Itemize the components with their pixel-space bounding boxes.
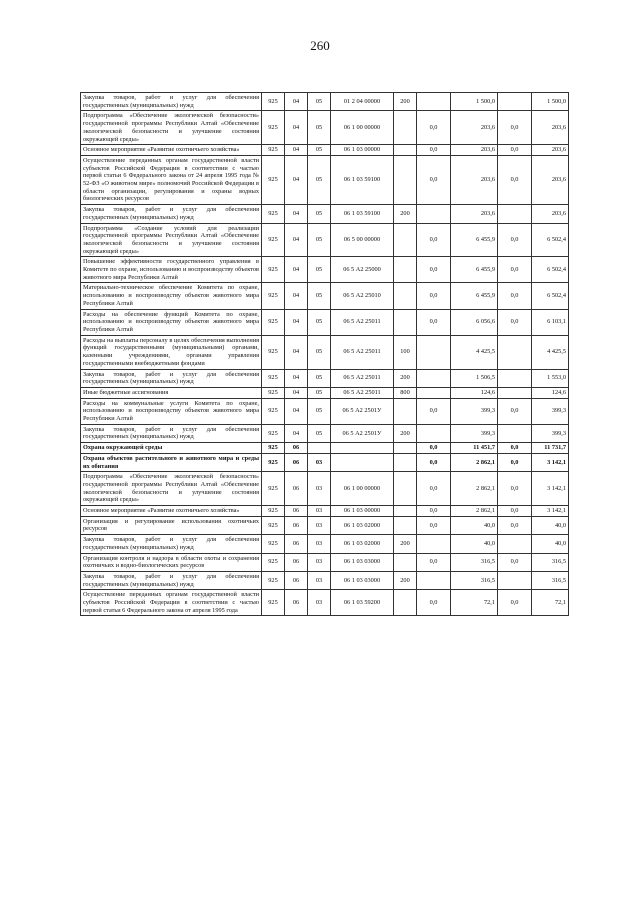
target-article-cell: 06 5 А2 25011 bbox=[331, 387, 394, 398]
admin-code-cell: 925 bbox=[262, 387, 285, 398]
expense-type-cell: 200 bbox=[394, 205, 417, 223]
amount-cell-2: 124,6 bbox=[451, 387, 498, 398]
expense-name-cell: Закупка товаров, работ и услуг для обеспечения государственных (муниципальных) нужд bbox=[81, 571, 262, 589]
expense-name-cell: Расходы на выплаты персоналу в целях обеспечения выполнения функций государственными (муниципальными) органами, казенными учреждениями, органами управления государственными внебюджетными фондами bbox=[81, 335, 262, 369]
amount-cell-3: 0,0 bbox=[498, 553, 532, 571]
expense-type-cell bbox=[394, 257, 417, 283]
section-code-cell: 04 bbox=[285, 257, 308, 283]
amount-cell-3: 0,0 bbox=[498, 398, 532, 424]
admin-code-cell: 925 bbox=[262, 369, 285, 387]
admin-code-cell: 925 bbox=[262, 398, 285, 424]
amount-cell-2: 203,6 bbox=[451, 111, 498, 145]
subsection-code-cell: 03 bbox=[308, 553, 331, 571]
amount-cell-1: 0,0 bbox=[417, 145, 451, 156]
target-article-cell: 01 2 04 00000 bbox=[331, 93, 394, 111]
admin-code-cell: 925 bbox=[262, 111, 285, 145]
target-article-cell: 06 5 А2 2501У bbox=[331, 398, 394, 424]
amount-cell-2: 2 862,1 bbox=[451, 453, 498, 471]
admin-code-cell: 925 bbox=[262, 257, 285, 283]
subsection-code-cell: 05 bbox=[308, 257, 331, 283]
target-article-cell: 06 1 03 59100 bbox=[331, 155, 394, 204]
admin-code-cell: 925 bbox=[262, 205, 285, 223]
target-article-cell: 06 1 03 00000 bbox=[331, 145, 394, 156]
expense-type-cell bbox=[394, 145, 417, 156]
amount-cell-3: 0,0 bbox=[498, 257, 532, 283]
amount-cell-1: 0,0 bbox=[417, 472, 451, 506]
section-code-cell: 06 bbox=[285, 590, 308, 616]
table-row bbox=[81, 387, 569, 398]
table-row bbox=[81, 516, 569, 534]
amount-cell-2: 203,6 bbox=[451, 205, 498, 223]
target-article-cell: 06 1 03 02000 bbox=[331, 516, 394, 534]
section-code-cell: 04 bbox=[285, 309, 308, 335]
expense-name-cell: Осуществление переданных органам государственной власти субъектов Российской Федерации в соответствии с частью первой статьи 6 Федерального закона от апреля 1995 года bbox=[81, 590, 262, 616]
section-code-cell: 04 bbox=[285, 155, 308, 204]
table-row bbox=[81, 453, 569, 471]
section-code-cell: 06 bbox=[285, 453, 308, 471]
target-article-cell: 06 1 03 03000 bbox=[331, 553, 394, 571]
subsection-code-cell bbox=[308, 443, 331, 454]
target-article-cell: 06 5 А2 25011 bbox=[331, 335, 394, 369]
expense-name-cell: Подпрограмма «Обеспечение экологической безопасности» государственной программы Республики Алтай «Обеспечение экологической безопасности и улучшение состояния окружающей среды» bbox=[81, 472, 262, 506]
expense-type-cell bbox=[394, 398, 417, 424]
amount-cell-2: 2 862,1 bbox=[451, 472, 498, 506]
expense-name-cell: Основное мероприятие «Развитие охотничьего хозяйства» bbox=[81, 145, 262, 156]
amount-cell-2: 6 455,9 bbox=[451, 257, 498, 283]
amount-cell-1: 0,0 bbox=[417, 516, 451, 534]
section-code-cell: 04 bbox=[285, 424, 308, 442]
amount-cell-3 bbox=[498, 335, 532, 369]
amount-cell-1 bbox=[417, 571, 451, 589]
table-row bbox=[81, 590, 569, 616]
section-code-cell: 04 bbox=[285, 93, 308, 111]
amount-cell-2: 6 455,9 bbox=[451, 223, 498, 257]
expense-name-cell: Закупка товаров, работ и услуг для обеспечения государственных (муниципальных) нужд bbox=[81, 369, 262, 387]
amount-cell-3 bbox=[498, 535, 532, 553]
expense-name-cell: Подпрограмма «Создание условий для реализации государственной программы Республики Алтай «Обеспечение экологической безопасности и улучшение состояния окружающей среды» bbox=[81, 223, 262, 257]
target-article-cell: 06 1 03 03000 bbox=[331, 571, 394, 589]
amount-cell-4: 316,5 bbox=[532, 571, 569, 589]
table-row bbox=[81, 205, 569, 223]
expense-type-cell bbox=[394, 453, 417, 471]
subsection-code-cell: 03 bbox=[308, 590, 331, 616]
table-row bbox=[81, 553, 569, 571]
expense-name-cell: Осуществление переданных органам государственной власти субъектов Российской Федерации в соответствии с частью первой статьи 6 Федерального закона от 24 апреля 1995 года № 52-ФЗ «О животном мире» полномочий Российской Федерации в области организации, регулирования и охраны водных биологических ресурсов bbox=[81, 155, 262, 204]
expense-type-cell bbox=[394, 443, 417, 454]
expense-type-cell: 800 bbox=[394, 387, 417, 398]
amount-cell-1: 0,0 bbox=[417, 398, 451, 424]
amount-cell-1: 0,0 bbox=[417, 309, 451, 335]
amount-cell-4: 203,6 bbox=[532, 111, 569, 145]
amount-cell-3 bbox=[498, 571, 532, 589]
amount-cell-1: 0,0 bbox=[417, 553, 451, 571]
table-row bbox=[81, 369, 569, 387]
amount-cell-3: 0,0 bbox=[498, 111, 532, 145]
expense-type-cell: 200 bbox=[394, 571, 417, 589]
amount-cell-4: 6 502,4 bbox=[532, 257, 569, 283]
amount-cell-2: 40,0 bbox=[451, 535, 498, 553]
amount-cell-4: 203,6 bbox=[532, 155, 569, 204]
amount-cell-3 bbox=[498, 369, 532, 387]
amount-cell-2: 203,6 bbox=[451, 145, 498, 156]
target-article-cell bbox=[331, 443, 394, 454]
amount-cell-2: 203,6 bbox=[451, 155, 498, 204]
table-row bbox=[81, 111, 569, 145]
target-article-cell: 06 1 03 59200 bbox=[331, 590, 394, 616]
amount-cell-4: 6 502,4 bbox=[532, 283, 569, 309]
amount-cell-4: 203,6 bbox=[532, 205, 569, 223]
subsection-code-cell: 03 bbox=[308, 506, 331, 517]
amount-cell-2: 316,5 bbox=[451, 553, 498, 571]
page-number: 260 bbox=[310, 38, 330, 53]
subsection-code-cell: 03 bbox=[308, 535, 331, 553]
table-row bbox=[81, 424, 569, 442]
expense-name-cell: Охрана окружающей среды bbox=[81, 443, 262, 454]
admin-code-cell: 925 bbox=[262, 155, 285, 204]
section-code-cell: 06 bbox=[285, 516, 308, 534]
amount-cell-4: 40,0 bbox=[532, 535, 569, 553]
expense-type-cell bbox=[394, 309, 417, 335]
amount-cell-2: 1 500,0 bbox=[451, 93, 498, 111]
admin-code-cell: 925 bbox=[262, 424, 285, 442]
admin-code-cell: 925 bbox=[262, 443, 285, 454]
budget-table-body bbox=[81, 93, 569, 616]
expense-name-cell: Повышение эффективности государственного управления в Комитете по охране, использованию и воспроизводству объектов животного мира Республики Алтай bbox=[81, 257, 262, 283]
amount-cell-4: 72,1 bbox=[532, 590, 569, 616]
amount-cell-3: 0,0 bbox=[498, 155, 532, 204]
section-code-cell: 06 bbox=[285, 553, 308, 571]
amount-cell-2: 399,3 bbox=[451, 424, 498, 442]
expense-type-cell bbox=[394, 472, 417, 506]
amount-cell-4: 4 425,5 bbox=[532, 335, 569, 369]
expense-name-cell: Материально-техническое обеспечение Комитета по охране, использованию и воспроизводству объектов животного мира Республики Алтай bbox=[81, 283, 262, 309]
subsection-code-cell: 05 bbox=[308, 424, 331, 442]
target-article-cell: 06 5 А2 25000 bbox=[331, 257, 394, 283]
admin-code-cell: 925 bbox=[262, 335, 285, 369]
amount-cell-1: 0,0 bbox=[417, 223, 451, 257]
expense-type-cell: 200 bbox=[394, 424, 417, 442]
amount-cell-1: 0,0 bbox=[417, 443, 451, 454]
expense-type-cell bbox=[394, 506, 417, 517]
amount-cell-4: 6 502,4 bbox=[532, 223, 569, 257]
expense-name-cell: Расходы на коммунальные услуги Комитета по охране, использованию и воспроизводству объектов животного мира Республики Алтай bbox=[81, 398, 262, 424]
table-row bbox=[81, 283, 569, 309]
expense-type-cell bbox=[394, 111, 417, 145]
section-code-cell: 06 bbox=[285, 535, 308, 553]
amount-cell-2: 316,5 bbox=[451, 571, 498, 589]
table-row bbox=[81, 223, 569, 257]
amount-cell-4: 11 731,7 bbox=[532, 443, 569, 454]
table-row bbox=[81, 93, 569, 111]
section-code-cell: 04 bbox=[285, 387, 308, 398]
amount-cell-3 bbox=[498, 93, 532, 111]
target-article-cell: 06 1 00 00000 bbox=[331, 111, 394, 145]
amount-cell-3: 0,0 bbox=[498, 443, 532, 454]
subsection-code-cell: 05 bbox=[308, 335, 331, 369]
amount-cell-3: 0,0 bbox=[498, 223, 532, 257]
subsection-code-cell: 05 bbox=[308, 111, 331, 145]
amount-cell-2: 2 862,1 bbox=[451, 506, 498, 517]
target-article-cell: 06 5 00 00000 bbox=[331, 223, 394, 257]
amount-cell-1 bbox=[417, 424, 451, 442]
amount-cell-4: 1 500,0 bbox=[532, 93, 569, 111]
expense-type-cell bbox=[394, 590, 417, 616]
target-article-cell: 06 1 03 02000 bbox=[331, 535, 394, 553]
admin-code-cell: 925 bbox=[262, 553, 285, 571]
amount-cell-1 bbox=[417, 93, 451, 111]
subsection-code-cell: 03 bbox=[308, 516, 331, 534]
budget-table bbox=[80, 92, 569, 616]
amount-cell-1: 0,0 bbox=[417, 506, 451, 517]
expense-type-cell bbox=[394, 223, 417, 257]
section-code-cell: 04 bbox=[285, 335, 308, 369]
subsection-code-cell: 05 bbox=[308, 223, 331, 257]
amount-cell-1: 0,0 bbox=[417, 453, 451, 471]
amount-cell-1: 0,0 bbox=[417, 111, 451, 145]
amount-cell-1 bbox=[417, 535, 451, 553]
table-row bbox=[81, 506, 569, 517]
amount-cell-2: 6 455,9 bbox=[451, 283, 498, 309]
subsection-code-cell: 03 bbox=[308, 453, 331, 471]
subsection-code-cell: 03 bbox=[308, 571, 331, 589]
amount-cell-3 bbox=[498, 205, 532, 223]
amount-cell-3: 0,0 bbox=[498, 590, 532, 616]
expense-name-cell: Расходы на обеспечение функций Комитета по охране, использованию и воспроизводству объектов животного мира Республики Алтай bbox=[81, 309, 262, 335]
section-code-cell: 04 bbox=[285, 205, 308, 223]
amount-cell-3: 0,0 bbox=[498, 283, 532, 309]
admin-code-cell: 925 bbox=[262, 309, 285, 335]
table-row bbox=[81, 145, 569, 156]
admin-code-cell: 925 bbox=[262, 472, 285, 506]
admin-code-cell: 925 bbox=[262, 93, 285, 111]
amount-cell-4: 1 553,0 bbox=[532, 369, 569, 387]
expense-type-cell: 200 bbox=[394, 93, 417, 111]
amount-cell-1: 0,0 bbox=[417, 283, 451, 309]
target-article-cell: 06 5 А2 25011 bbox=[331, 309, 394, 335]
admin-code-cell: 925 bbox=[262, 516, 285, 534]
target-article-cell: 06 1 03 00000 bbox=[331, 506, 394, 517]
expense-name-cell: Подпрограмма «Обеспечение экологической безопасности» государственной программы Республики Алтай «Обеспечение экологической безопасности и улучшение состояния окружающей среды» bbox=[81, 111, 262, 145]
expense-name-cell: Охрана объектов растительного и животного мира и среды их обитания bbox=[81, 453, 262, 471]
amount-cell-2: 6 056,6 bbox=[451, 309, 498, 335]
table-row bbox=[81, 398, 569, 424]
table-row bbox=[81, 443, 569, 454]
amount-cell-1 bbox=[417, 335, 451, 369]
target-article-cell bbox=[331, 453, 394, 471]
amount-cell-1 bbox=[417, 369, 451, 387]
section-code-cell: 06 bbox=[285, 472, 308, 506]
admin-code-cell: 925 bbox=[262, 571, 285, 589]
section-code-cell: 04 bbox=[285, 398, 308, 424]
expense-name-cell: Закупка товаров, работ и услуг для обеспечения государственных (муниципальных) нужд bbox=[81, 93, 262, 111]
section-code-cell: 04 bbox=[285, 369, 308, 387]
amount-cell-3: 0,0 bbox=[498, 506, 532, 517]
amount-cell-4: 124,6 bbox=[532, 387, 569, 398]
table-row bbox=[81, 571, 569, 589]
expense-name-cell: Закупка товаров, работ и услуг для обеспечения государственных (муниципальных) нужд bbox=[81, 205, 262, 223]
amount-cell-4: 3 142,1 bbox=[532, 506, 569, 517]
table-row bbox=[81, 309, 569, 335]
amount-cell-3: 0,0 bbox=[498, 516, 532, 534]
expense-type-cell bbox=[394, 553, 417, 571]
subsection-code-cell: 05 bbox=[308, 145, 331, 156]
expense-name-cell: Закупка товаров, работ и услуг для обеспечения государственных (муниципальных) нужд bbox=[81, 424, 262, 442]
amount-cell-4: 399,3 bbox=[532, 398, 569, 424]
amount-cell-2: 72,1 bbox=[451, 590, 498, 616]
admin-code-cell: 925 bbox=[262, 535, 285, 553]
amount-cell-4: 203,6 bbox=[532, 145, 569, 156]
amount-cell-4: 399,3 bbox=[532, 424, 569, 442]
amount-cell-1: 0,0 bbox=[417, 257, 451, 283]
amount-cell-2: 11 451,7 bbox=[451, 443, 498, 454]
table-row bbox=[81, 155, 569, 204]
admin-code-cell: 925 bbox=[262, 590, 285, 616]
table-row bbox=[81, 335, 569, 369]
subsection-code-cell: 05 bbox=[308, 93, 331, 111]
table-row bbox=[81, 257, 569, 283]
target-article-cell: 06 5 А2 25010 bbox=[331, 283, 394, 309]
amount-cell-3: 0,0 bbox=[498, 453, 532, 471]
section-code-cell: 04 bbox=[285, 283, 308, 309]
admin-code-cell: 925 bbox=[262, 283, 285, 309]
amount-cell-3: 0,0 bbox=[498, 145, 532, 156]
amount-cell-4: 40,0 bbox=[532, 516, 569, 534]
admin-code-cell: 925 bbox=[262, 453, 285, 471]
amount-cell-4: 316,5 bbox=[532, 553, 569, 571]
subsection-code-cell: 05 bbox=[308, 283, 331, 309]
expense-name-cell: Основное мероприятие «Развитие охотничьего хозяйства» bbox=[81, 506, 262, 517]
table-row bbox=[81, 535, 569, 553]
expense-name-cell: Иные бюджетные ассигнования bbox=[81, 387, 262, 398]
amount-cell-1 bbox=[417, 387, 451, 398]
amount-cell-2: 1 506,5 bbox=[451, 369, 498, 387]
admin-code-cell: 925 bbox=[262, 145, 285, 156]
target-article-cell: 06 1 03 59100 bbox=[331, 205, 394, 223]
subsection-code-cell: 05 bbox=[308, 398, 331, 424]
table-row bbox=[81, 472, 569, 506]
amount-cell-4: 3 142,1 bbox=[532, 453, 569, 471]
amount-cell-1: 0,0 bbox=[417, 590, 451, 616]
subsection-code-cell: 05 bbox=[308, 369, 331, 387]
subsection-code-cell: 05 bbox=[308, 309, 331, 335]
section-code-cell: 06 bbox=[285, 443, 308, 454]
admin-code-cell: 925 bbox=[262, 223, 285, 257]
section-code-cell: 06 bbox=[285, 506, 308, 517]
amount-cell-2: 40,0 bbox=[451, 516, 498, 534]
amount-cell-3 bbox=[498, 424, 532, 442]
amount-cell-3 bbox=[498, 387, 532, 398]
amount-cell-1: 0,0 bbox=[417, 155, 451, 204]
subsection-code-cell: 05 bbox=[308, 155, 331, 204]
subsection-code-cell: 05 bbox=[308, 205, 331, 223]
expense-type-cell: 200 bbox=[394, 535, 417, 553]
amount-cell-4: 3 142,1 bbox=[532, 472, 569, 506]
target-article-cell: 06 5 А2 25011 bbox=[331, 369, 394, 387]
amount-cell-1 bbox=[417, 205, 451, 223]
target-article-cell: 06 5 А2 2501У bbox=[331, 424, 394, 442]
subsection-code-cell: 03 bbox=[308, 472, 331, 506]
amount-cell-3: 0,0 bbox=[498, 309, 532, 335]
section-code-cell: 04 bbox=[285, 111, 308, 145]
expense-type-cell bbox=[394, 516, 417, 534]
expense-type-cell: 100 bbox=[394, 335, 417, 369]
amount-cell-3: 0,0 bbox=[498, 472, 532, 506]
expense-name-cell: Организация и регулирование использования охотничьих ресурсов bbox=[81, 516, 262, 534]
target-article-cell: 06 1 00 00000 bbox=[331, 472, 394, 506]
expense-name-cell: Закупка товаров, работ и услуг для обеспечения государственных (муниципальных) нужд bbox=[81, 535, 262, 553]
amount-cell-2: 399,3 bbox=[451, 398, 498, 424]
admin-code-cell: 925 bbox=[262, 506, 285, 517]
amount-cell-4: 6 103,1 bbox=[532, 309, 569, 335]
section-code-cell: 04 bbox=[285, 223, 308, 257]
section-code-cell: 06 bbox=[285, 571, 308, 589]
amount-cell-2: 4 425,5 bbox=[451, 335, 498, 369]
subsection-code-cell: 05 bbox=[308, 387, 331, 398]
expense-type-cell bbox=[394, 155, 417, 204]
section-code-cell: 04 bbox=[285, 145, 308, 156]
expense-name-cell: Организация контроля и надзора в области охоты и сохранения охотничьих и водно-биологических ресурсов bbox=[81, 553, 262, 571]
expense-type-cell bbox=[394, 283, 417, 309]
expense-type-cell: 200 bbox=[394, 369, 417, 387]
